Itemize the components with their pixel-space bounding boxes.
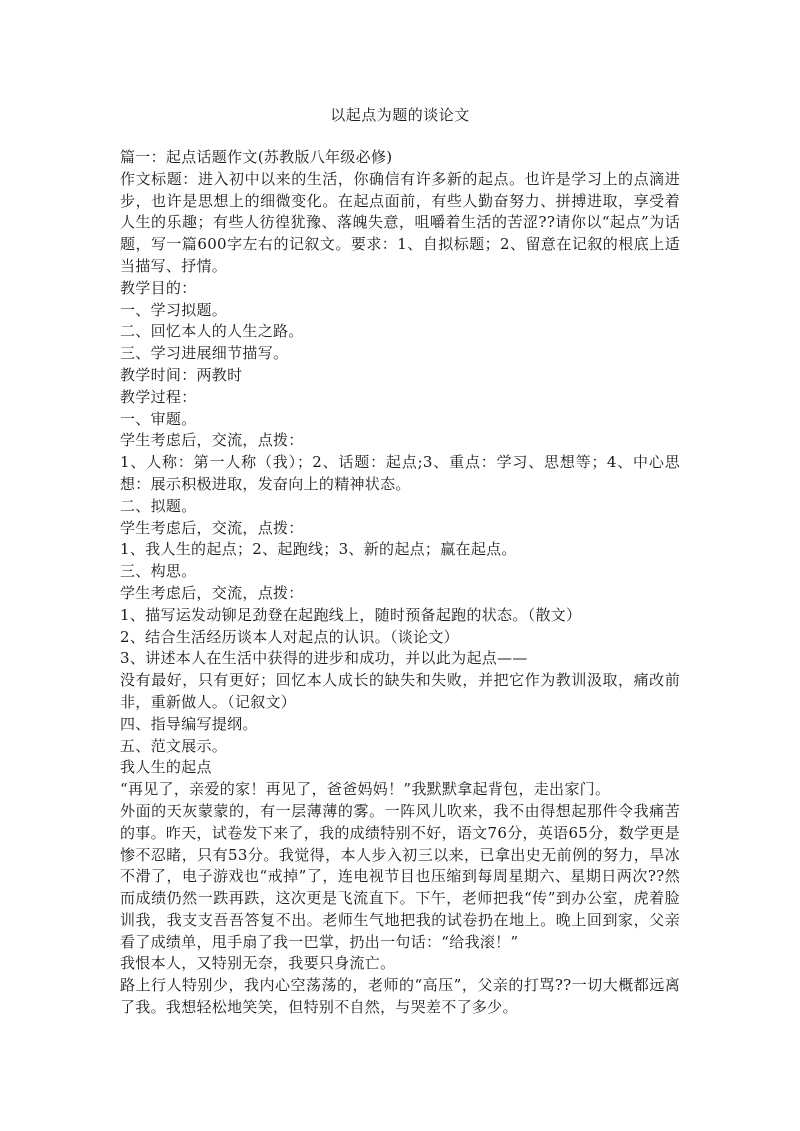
paragraph: 五、范文展示。 (120, 736, 228, 755)
paragraph: 作文标题：进入初中以来的生活，你确信有许多新的起点。也许是学习上的点滴进步，也许是思想上的细微变化。在起点面前，有些人勤奋努力、拼搏进取，享受着人生的乐趣；有些人彷徨犹豫、落魄失意，咀嚼着生活的苦涩??请你以“起点”为话题，写一篇600字左右的记叙文。要求：1、自拟标题；2、留意在记叙的根底上适当描写、抒情。 (120, 169, 680, 275)
paragraph: 二、拟题。 (120, 496, 197, 515)
paragraph: 教学过程： (120, 387, 197, 406)
paragraph: 学生考虑后，交流，点拨： (120, 518, 304, 537)
paragraph: 教学目的： (120, 278, 197, 297)
paragraph: 一、学习拟题。 (120, 300, 228, 319)
paragraph: “再见了，亲爱的家！再见了，爸爸妈妈！”我默默拿起背包，走出家门。 (120, 780, 611, 799)
paragraph: 二、回忆本人的人生之路。 (120, 322, 304, 341)
paragraph: 学生考虑后，交流，点拨： (120, 583, 304, 602)
paragraph: 没有最好，只有更好；回忆本人成长的缺失和失败，并把它作为教训汲取，痛改前非，重新做人。（记叙文） (120, 671, 680, 711)
paragraph: 教学时间：两教时 (120, 365, 243, 384)
essay-title: 我人生的起点 (120, 758, 212, 777)
paragraph: 四、指导编写提纲。 (120, 714, 258, 733)
paragraph: 三、学习进展细节描写。 (120, 344, 289, 363)
paragraph: 篇一：起点话题作文(苏教版八年级必修) (120, 148, 393, 166)
document-title: 以起点为题的谈论文 (330, 106, 470, 124)
paragraph: 2、结合生活经历谈本人对起点的认识。（谈论文） (120, 627, 459, 646)
document-body (120, 147, 680, 1019)
paragraph: 1、我人生的起点；2、起跑线；3、新的起点；赢在起点。 (120, 540, 517, 559)
paragraph: 1、描写运发动铆足劲登在起跑线上，随时预备起跑的状态。（散文） (120, 605, 582, 624)
paragraph: 路上行人特别少，我内心空荡荡的，老师的“高压”，父亲的打骂??一切大概都远离了我。我想轻松地笑笑，但特别不自然，与哭差不了多少。 (120, 976, 680, 1017)
paragraph: 外面的天灰蒙蒙的，有一层薄薄的雾。一阵风儿吹来，我不由得想起那件令我痛苦的事。昨天，试卷发下来了，我的成绩特别不好，语文76分，英语65分，数学更是惨不忍睹，只有53分。我觉得，本人步入初三以来，已拿出史无前例的努力，旱冰不滑了，电子游戏也“戒掉”了，连电视节目也压缩到每周星期六、星期日两次??然而成绩仍然一跌再跌，这次更是飞流直下。下午，老师把我“传”到办公室，虎着脸训我，我支支吾吾答复不出。老师生气地把我的试卷扔在地上。晚上回到家，父亲看了成绩单，甩手扇了我一巴掌，扔出一句话：“给我滚！” (120, 801, 680, 951)
paragraph: 三、构思。 (120, 562, 197, 581)
paragraph: 一、审题。 (120, 409, 197, 428)
paragraph: 1、人称：第一人称（我）；2、话题：起点;3、重点：学习、思想等；4、中心思想：展示积极进取，发奋向上的精神状态。 (120, 453, 680, 493)
paragraph: 我恨本人，又特别无奈，我要只身流亡。 (120, 954, 396, 973)
paragraph: 学生考虑后，交流，点拨： (120, 431, 304, 450)
paragraph: 3、讲述本人在生活中获得的进步和成功，并以此为起点—— (120, 649, 528, 668)
